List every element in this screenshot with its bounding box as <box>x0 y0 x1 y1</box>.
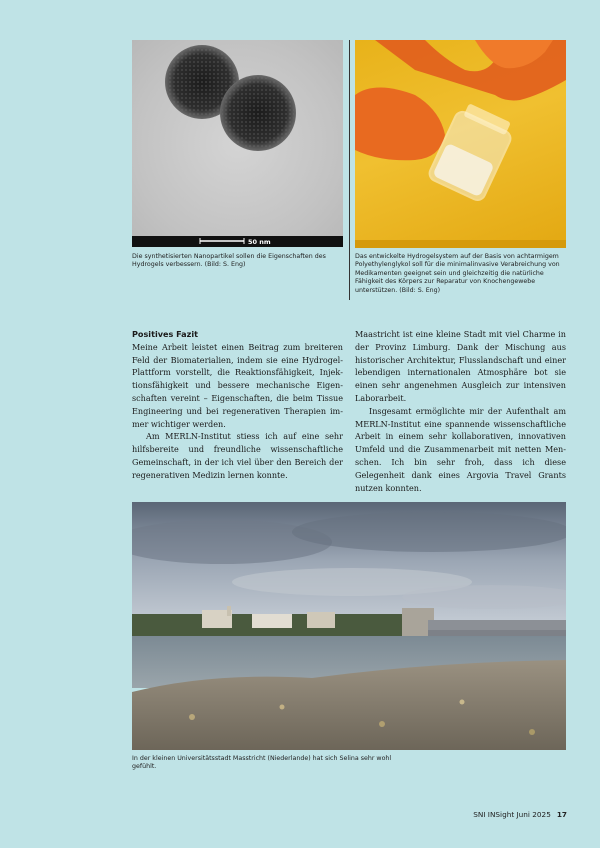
nanoparticle-tem-graphic <box>132 40 343 247</box>
paragraph-contribution: Meine Arbeit leistet einen Beitrag zum breiteren Feld der Biomaterialien, indem sie eine Hydrogel-Plattform vorstellt, die Reaktionsfähigkeit, Injektionsfähigkeit und bessere mechanische Eigenschaften vereint – Eigenschaften, die beim Tissue Engineering und bei regenerativen Therapien immer wichtiger werden. <box>132 341 343 429</box>
scale-bar-label: 50 nm <box>248 238 271 246</box>
article-column-left <box>132 328 343 482</box>
publication-name: SNI INSight Juni 2025 <box>473 810 551 819</box>
section-heading: Positives Fazit <box>132 329 198 339</box>
column-divider <box>349 40 350 300</box>
page-footer <box>473 810 567 819</box>
nanoparticle-caption: Die synthetisierten Nanopartikel sollen die Eigenschaften des Hydrogels verbessern. (Bild: S. Eng) <box>132 253 326 269</box>
paragraph-maastricht: Maastricht ist eine kleine Stadt mit viel Charme in der Provinz Limburg. Dank der Mischung aus historischer Architektur, Flusslandschaft und einer lebendigen internationalen Atmosphäre bot sie einen sehr angenehmen Ausgleich zur intensiven Laborarbeit. <box>355 329 566 403</box>
maastricht-caption: In der kleinen Universitätsstadt Masstricht (Niederlande) hat sich Selina sehr wohl gefühlt. <box>132 755 392 771</box>
maastricht-river-graphic <box>132 502 566 750</box>
maastricht-river-image <box>132 502 566 750</box>
hydrogel-vial-image <box>355 40 566 248</box>
page-number: 17 <box>556 810 567 819</box>
hydrogel-caption: Das entwickelte Hydrogelsystem auf der Basis von achtarmigem Polyethylenglykol soll für die minimalinvasive Verabreichung von Medikamenten geeignet sein und gleichzeitig die natürliche Fähigkeit des Körpers zur Reparatur von Knochengewebe unterstützen. (Bild: S. Eng) <box>355 253 560 294</box>
article-column-right <box>355 328 566 494</box>
paragraph-institute: Am MERLN-Institut stiess ich auf eine sehr hilfsbereite und freundliche wissenschaftliche Gemeinschaft, in der ich viel über den Bereich der regenerativen Medizin lernen konnte. <box>132 431 343 480</box>
paragraph-summary: Insgesamt ermöglichte mir der Aufenthalt am MERLN-Institut eine spannende wissenschaftliche Arbeit in einem sehr kollaborativen, innovativen Umfeld und die Zusammenarbeit mit netten Menschen. Ich bin sehr froh, dass ich diese Gelegenheit dank eines Argovia Travel Grants nutzen konnten. <box>355 405 566 493</box>
nanoparticle-image <box>132 40 343 247</box>
hydrogel-vial-graphic <box>355 40 566 248</box>
